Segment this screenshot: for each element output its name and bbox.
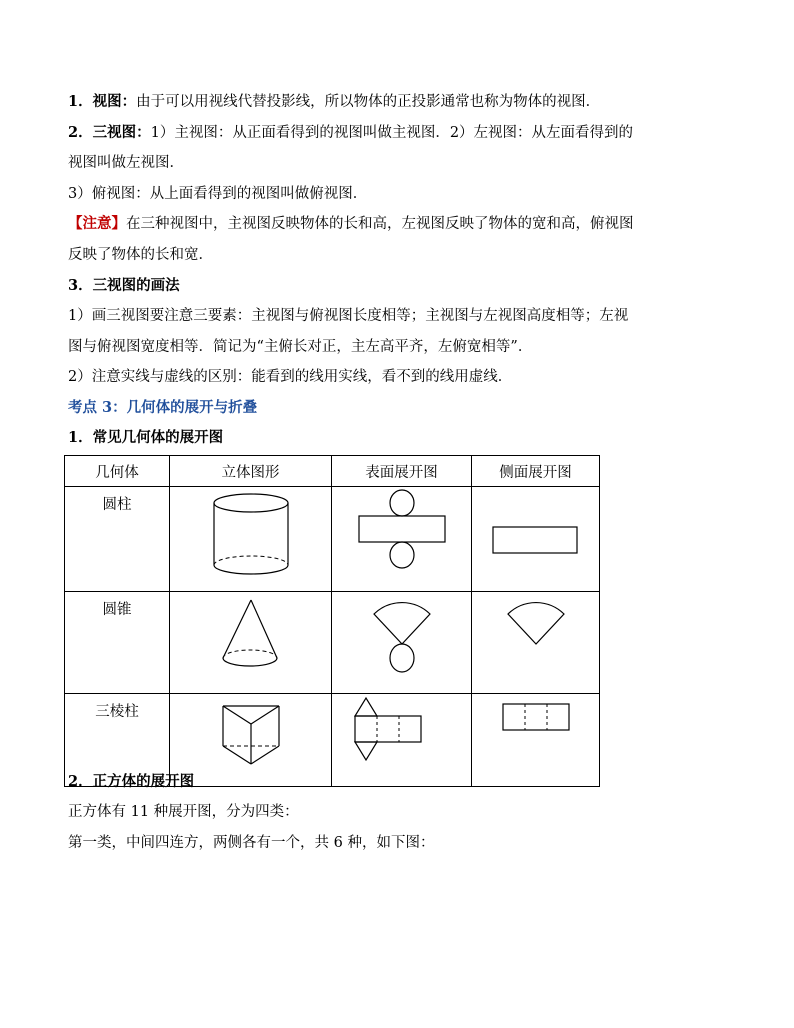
line-2	[68, 123, 633, 143]
line-6	[68, 245, 213, 265]
line-4-text: 3）俯视图：从上面看得到的视图叫做俯视图．	[68, 186, 368, 202]
heading-common-nets-text: 1．常见几何体的展开图	[68, 429, 224, 446]
line-1-lead: 1．视图：	[68, 93, 137, 110]
heading-cube-nets-text: 2．正方体的展开图	[68, 773, 195, 790]
header-lateral-net: 侧面展开图	[472, 456, 600, 487]
cone-3d-figure	[171, 592, 331, 684]
row-name-cone: 圆锥	[65, 592, 170, 694]
note-label: 【注意】	[68, 215, 126, 232]
cube-nets-intro	[68, 802, 299, 822]
line-1-text: 由于可以用视线代替投影线，所以物体的正投影通常也称为物体的视图．	[136, 94, 601, 110]
triangular-prism-3d-figure	[171, 694, 331, 778]
table-row	[65, 487, 600, 592]
heading-drawing-method-text: 3．三视图的画法	[68, 277, 180, 294]
line-10	[68, 367, 512, 387]
cone-3d-cell	[170, 592, 332, 694]
table-header-row	[65, 456, 600, 487]
cylinder-3d-cell	[170, 487, 332, 592]
line-10-text: 2）注意实线与虚线的区别：能看到的线用实线，看不到的线用虚线．	[68, 369, 513, 385]
triangular-prism-surface-net-figure	[333, 694, 471, 778]
cylinder-lateral-net-figure	[473, 487, 599, 583]
cone-lateral-cell	[472, 592, 600, 694]
heading-cube-nets	[68, 772, 194, 792]
header-3d-shape: 立体图形	[170, 456, 332, 487]
heading-drawing-method	[68, 276, 180, 296]
section-title-text: 考点 3：几何体的展开与折叠	[68, 399, 258, 416]
line-2-lead: 2．三视图：	[68, 124, 151, 141]
cone-lateral-net-figure	[473, 592, 599, 684]
prism-surface-cell	[332, 694, 472, 787]
line-9-text: 图与俯视图宽度相等．简记为“主俯长对正，主左高平齐，左俯宽相等”．	[68, 339, 533, 355]
line-8-text: 1）画三视图要注意三要素：主视图与俯视图长度相等；主视图与左视图高度相等；左视	[68, 308, 629, 324]
cylinder-surface-net-figure	[333, 487, 471, 583]
line-9	[68, 337, 532, 357]
prism-lateral-cell	[472, 694, 600, 787]
line-2-text: 1）主视图：从正面看得到的视图叫做主视图．2）左视图：从左面看得到的	[150, 125, 634, 141]
line-6-text: 反映了物体的长和宽．	[68, 247, 213, 263]
cylinder-3d-figure	[171, 487, 331, 583]
line-3-text: 视图叫做左视图．	[68, 155, 184, 171]
cylinder-surface-cell	[332, 487, 472, 592]
row-name-triangular-prism: 三棱柱	[65, 694, 170, 787]
line-5	[68, 214, 634, 234]
cube-nets-type-1-text: 第一类，中间四连方，两侧各有一个，共 6 种，如下图：	[68, 835, 435, 851]
cube-nets-type-1	[68, 833, 434, 853]
cube-nets-intro-text: 正方体有 11 种展开图，分为四类：	[68, 804, 299, 820]
table-row	[65, 592, 600, 694]
cone-surface-net-figure	[333, 592, 471, 684]
line-5-text: 在三种视图中，主视图反映物体的长和高，左视图反映了物体的宽和高，俯视图	[126, 216, 634, 232]
triangular-prism-lateral-net-figure	[473, 694, 599, 778]
section-title	[68, 398, 257, 418]
header-surface-net: 表面展开图	[332, 456, 472, 487]
line-8	[68, 306, 628, 326]
heading-common-nets	[68, 428, 223, 448]
line-4	[68, 184, 367, 204]
line-3	[68, 153, 184, 173]
cone-surface-cell	[332, 592, 472, 694]
row-name-cylinder: 圆柱	[65, 487, 170, 592]
line-1	[68, 92, 600, 112]
nets-table	[64, 455, 600, 787]
cylinder-lateral-cell	[472, 487, 600, 592]
header-solid: 几何体	[65, 456, 170, 487]
